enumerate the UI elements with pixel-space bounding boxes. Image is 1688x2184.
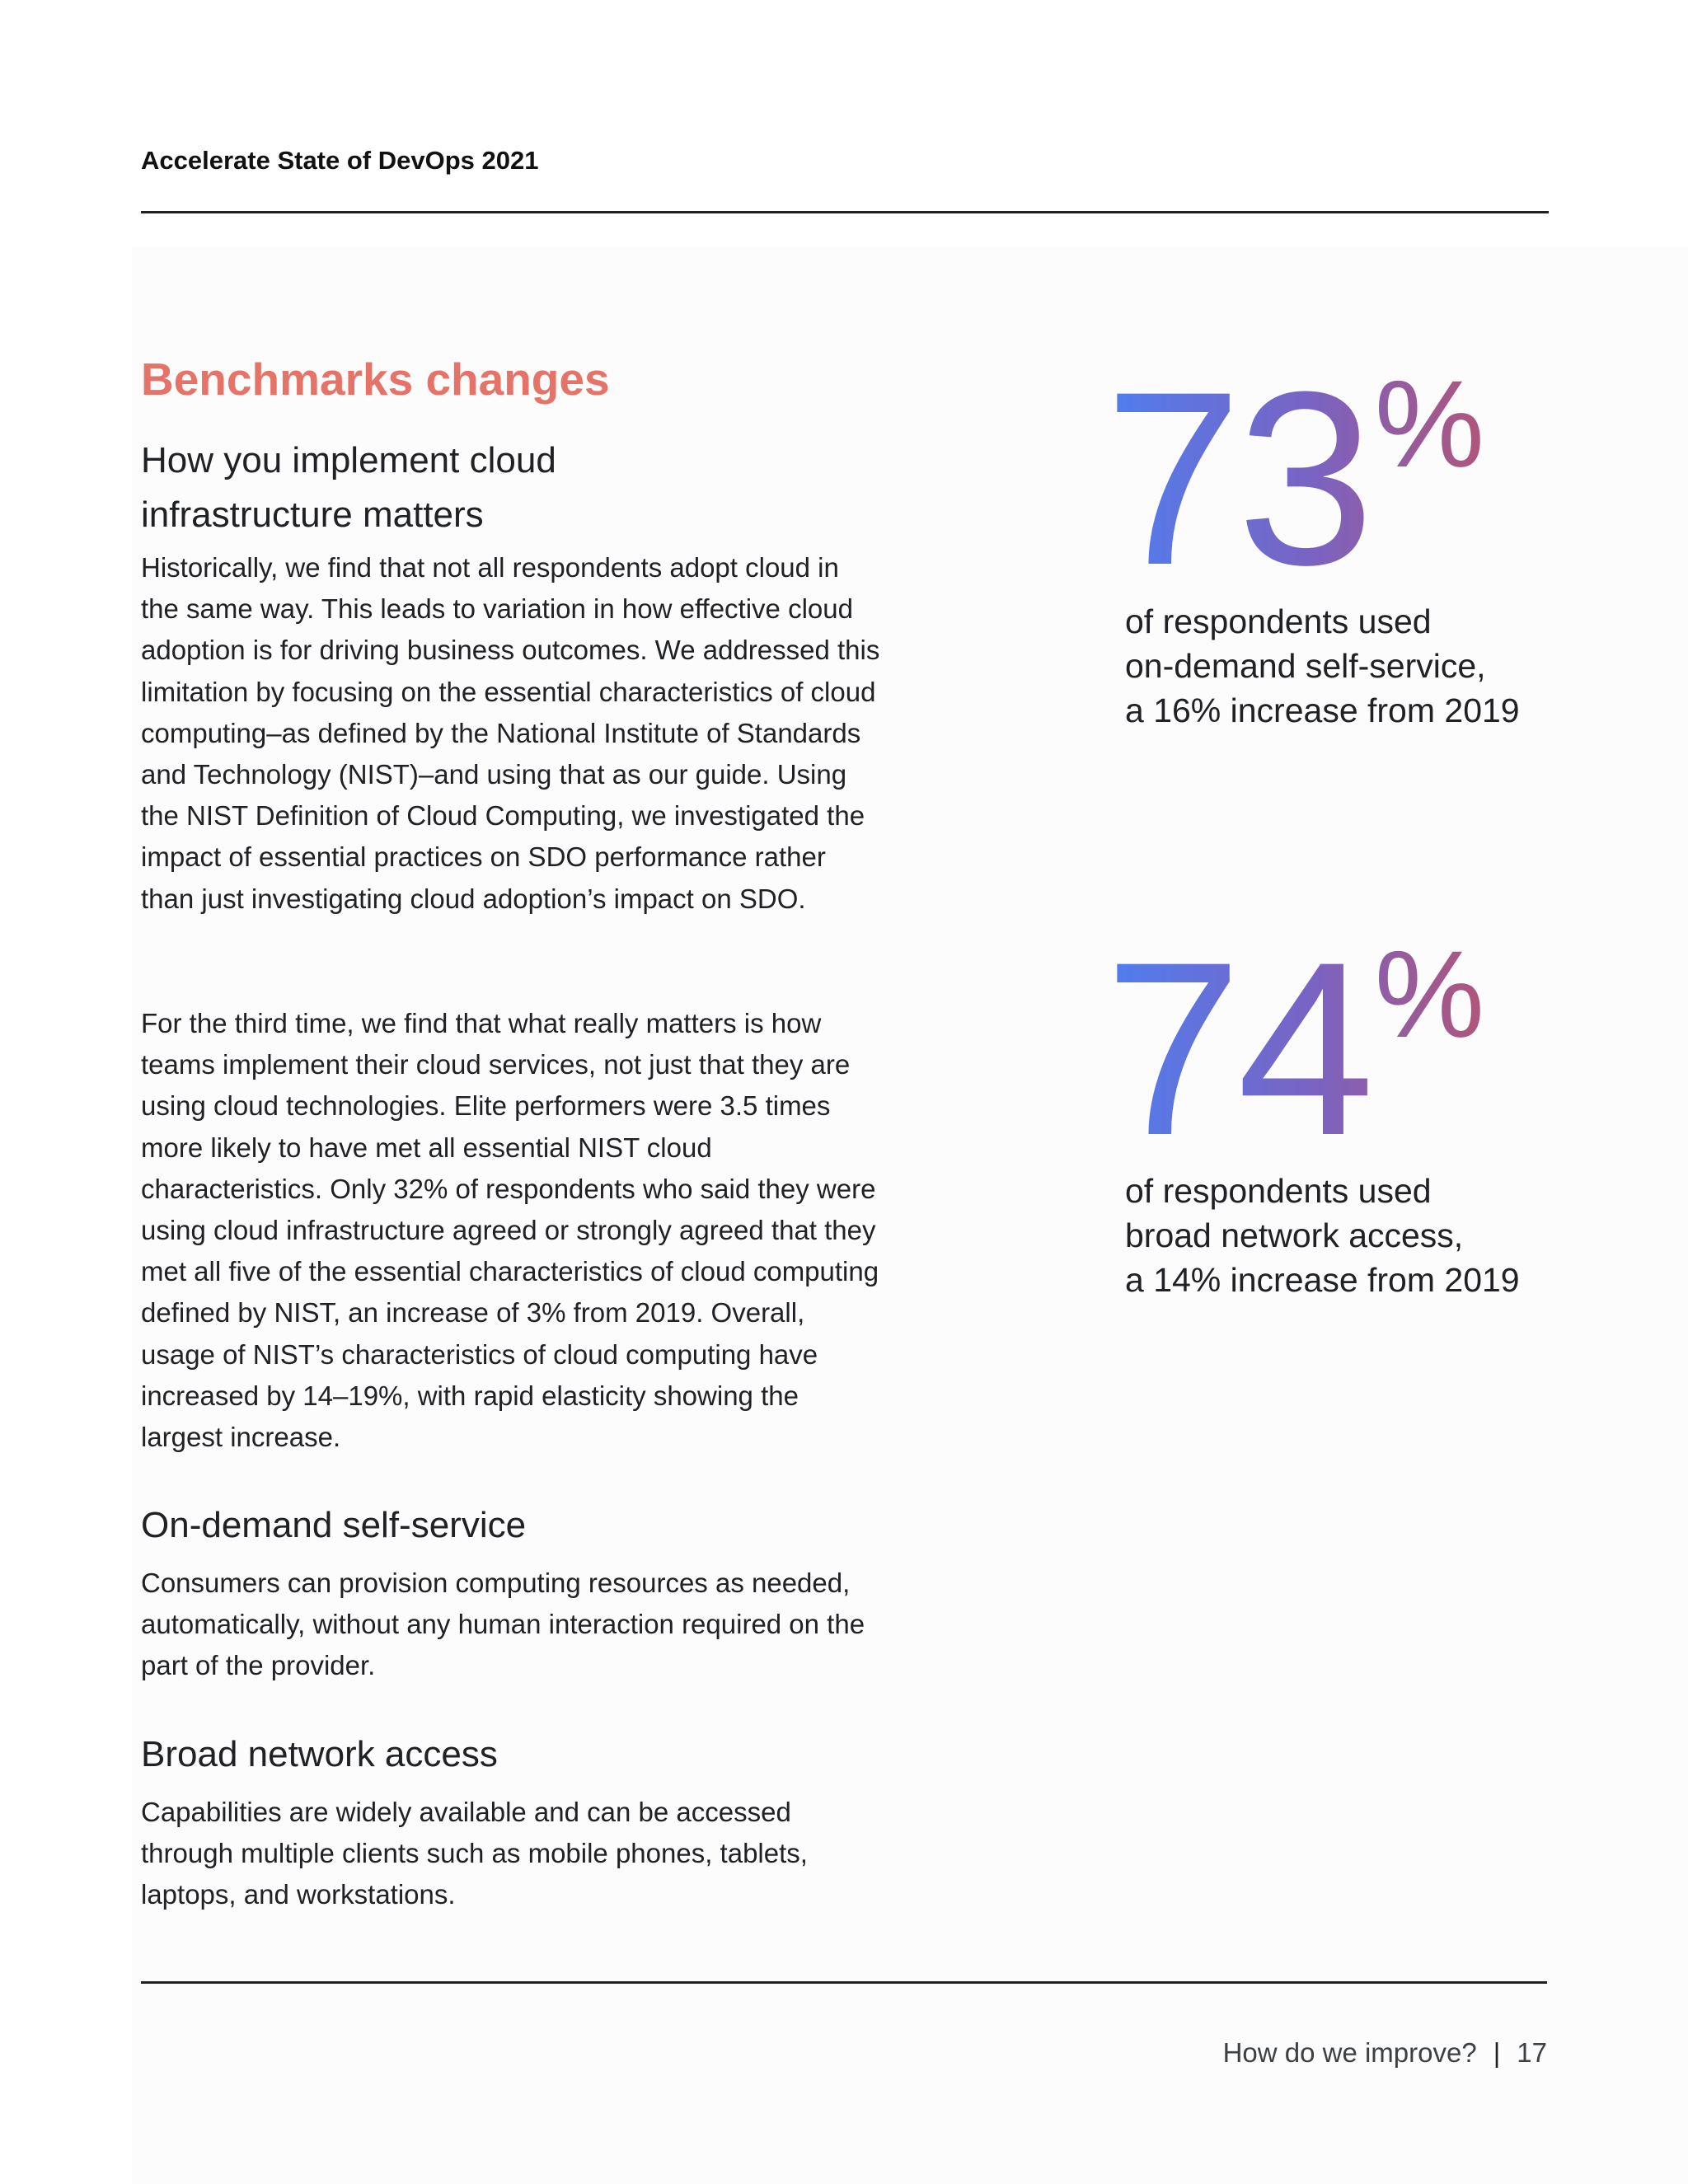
stat-caption-line: on-demand self-service, [1125,647,1486,685]
footer-section-label: How do we improve? [1222,2037,1477,2068]
stat-value: 73 [1104,340,1370,616]
broad-network-description: Capabilities are widely available and can be accessed through multiple clients such as mobile phones, tablets, laptops, and workstations. [141,1797,808,1910]
stat-73-percent [1104,340,1485,616]
body-paragraph-1: Historically, we find that not all respondents adopt cloud in the same way. This leads to variation in how effective cloud adoption is for driving business outcomes. We addressed this limitation by focusing on the essential characteristics of cloud computing–as defined by the National Institute of Standards and Technology (NIST)–and using that as our guide. Using the NIST Definition of Cloud Computing, we investigated the impact of essential practices on SDO performance rather than just investigating cloud adoption’s impact on SDO. [141,552,880,914]
section-subheading: How you implement cloud infrastructure matters [141,440,556,535]
stat-74-percent [1104,910,1485,1187]
footer-divider [141,1981,1547,1984]
stat-caption-line: broad network access, [1125,1216,1464,1254]
footer-separator: | [1493,2037,1501,2068]
page-footer [1223,2037,1547,2069]
stat-caption-line: of respondents used [1125,602,1432,640]
ondemand-heading: On-demand self-service [141,1505,527,1545]
broad-network-heading: Broad network access [141,1734,498,1774]
stat-caption-line: a 14% increase from 2019 [1125,1261,1520,1299]
stat-caption-line: of respondents used [1125,1172,1432,1210]
stat-73-caption [1125,599,1587,733]
stat-74-caption [1125,1169,1587,1302]
stat-caption-line: a 16% increase from 2019 [1125,691,1520,729]
page-number: 17 [1517,2037,1547,2068]
stat-unit: % [1374,354,1485,493]
document-title: Accelerate State of DevOps 2021 [141,146,539,175]
header-divider [141,211,1549,213]
stat-value: 74 [1104,910,1370,1187]
section-heading: Benchmarks changes [141,354,610,405]
stat-unit: % [1374,925,1485,1063]
ondemand-description: Consumers can provision computing resources as needed, automatically, without any human interaction required on the part of the provider. [141,1568,865,1681]
body-paragraph-2: For the third time, we find that what really matters is how teams implement their cloud services, not just that they are using cloud technologies. Elite performers were 3.5 times more likely to have met all essential NIST cloud characteristics. Only 32% of respondents who said they were using cloud infrastructure agreed or strongly agreed that they met all five of the essential characteristics of cloud computing defined by NIST, an increase of 3% from 2019. Overall, usage of NIST’s characteristics of cloud computing have increased by 14–19%, with rapid elasticity showing the largest increase. [141,1008,879,1453]
